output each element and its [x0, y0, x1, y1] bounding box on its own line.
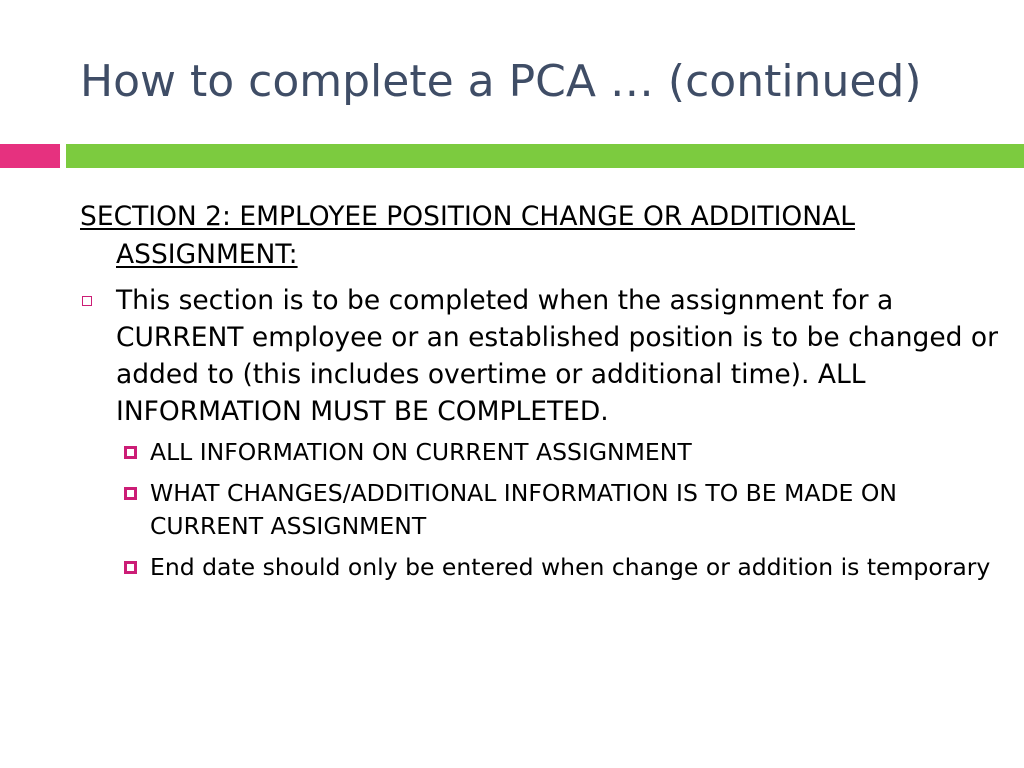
- section-heading: SECTION 2: EMPLOYEE POSITION CHANGE OR ADDITIONAL ASSIGNMENT:: [80, 201, 855, 270]
- filled-square-bullet-icon: [124, 487, 137, 500]
- accent-bar-green: [66, 144, 1024, 168]
- slide-body: [80, 198, 1000, 592]
- sub-bullet-item: [80, 477, 1000, 543]
- sub-bullet-text: WHAT CHANGES/ADDITIONAL INFORMATION IS TO BE MADE ON CURRENT ASSIGNMENT: [150, 479, 897, 540]
- filled-square-bullet-icon: [124, 446, 137, 459]
- main-bullet-text: This section is to be completed when the assignment for a CURRENT employee or an established position is to be changed or added to (this includes overtime or additional time). ALL INFORMATION MUST BE COMPLETED.: [116, 285, 998, 427]
- sub-bullet-text: End date should only be entered when change or addition is temporary: [150, 553, 991, 581]
- sub-bullet-item: [80, 436, 1000, 469]
- filled-square-bullet-icon: [124, 561, 137, 574]
- slide-title: How to complete a PCA … (continued): [80, 56, 922, 107]
- sub-bullet-item: [80, 551, 1000, 584]
- sub-bullet-list: [80, 436, 1000, 584]
- sub-bullet-text: ALL INFORMATION ON CURRENT ASSIGNMENT: [150, 438, 692, 466]
- accent-bar-pink: [0, 144, 60, 168]
- main-bullet: [80, 282, 1000, 430]
- hollow-square-bullet-icon: [82, 296, 92, 306]
